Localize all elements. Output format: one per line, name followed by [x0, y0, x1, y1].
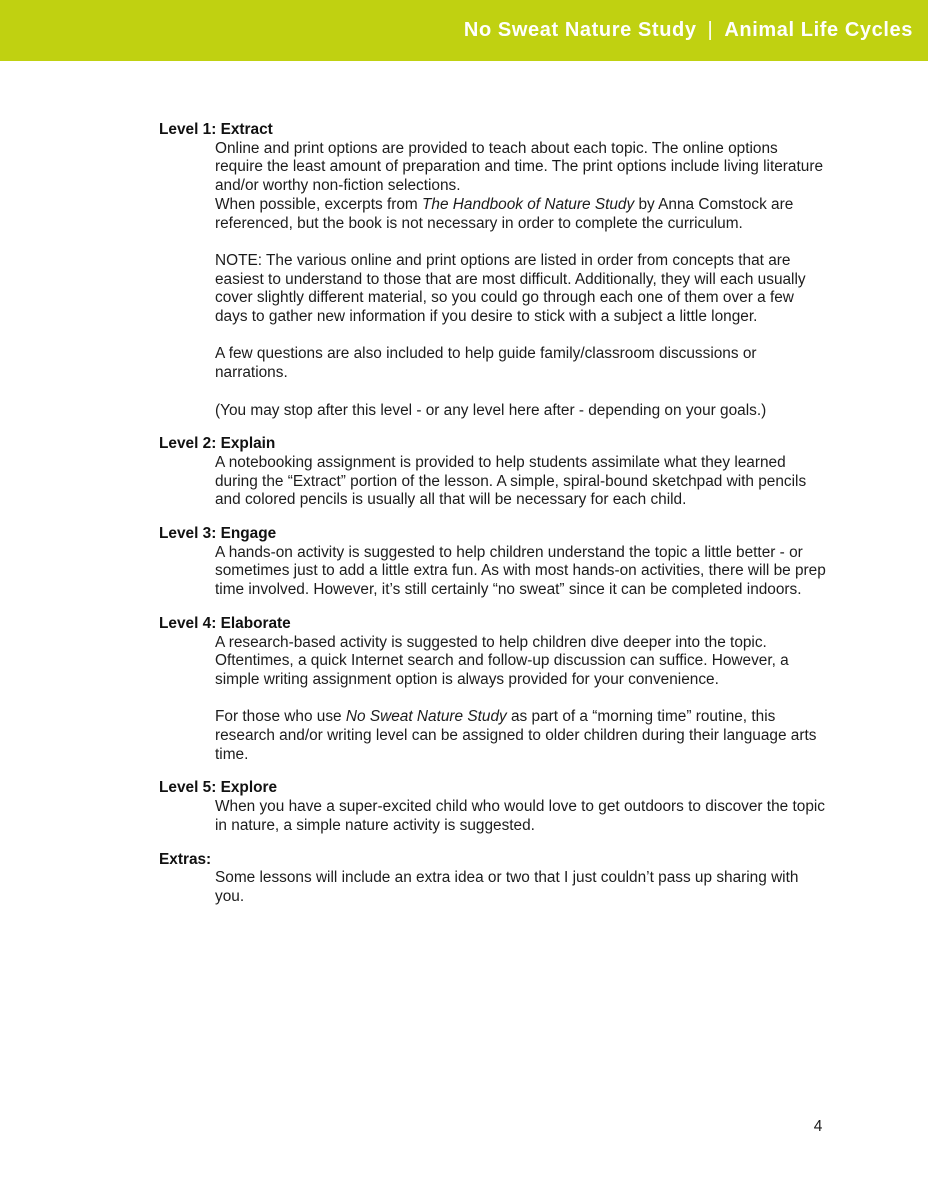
- section-level-5-explore: [159, 779, 827, 835]
- section-level-1-extract: [159, 121, 827, 420]
- text-run: as part of a “morning time” routine, this research and/or writing level can be assigned to older children during their language arts time.: [215, 708, 817, 763]
- paragraph: [215, 869, 827, 906]
- book-title-italic: The Handbook of Nature Study: [422, 195, 635, 213]
- text-run: by Anna Comstock are referenced, but the book is not necessary in order to complete the curriculum.: [215, 195, 794, 232]
- text-run: When you have a super-excited child who would love to get outdoors to discover the topic in nature, a simple nature activity is suggested.: [215, 798, 825, 834]
- section-level-3-engage: [159, 525, 827, 600]
- section-body: [215, 869, 827, 906]
- section-heading: Level 4: Elaborate: [159, 614, 291, 632]
- text-run: A notebooking assignment is provided to help students assimilate what they learned during the “Extract” portion of the lesson. A simple, spiral-bound sketchpad with pencils and colored pencils is usually all that will be necessary for each child.: [215, 453, 807, 509]
- text-run: A hands-on activity is suggested to help children understand the topic a little better - or sometimes just to add a little extra fun. As with most hands-on activities, there will be prep time involved. However, it’s still certainly “no sweat” since it can be completed indoors.: [215, 543, 826, 599]
- section-body: [215, 544, 827, 600]
- section-body: [215, 454, 827, 510]
- paragraph: [215, 196, 827, 233]
- paragraph: [215, 454, 827, 510]
- section-body: [215, 798, 827, 835]
- text-run: A few questions are also included to help guide family/classroom discussions or narrations.: [215, 345, 757, 382]
- page-content: [159, 121, 827, 907]
- section-body: [215, 634, 827, 765]
- paragraph: [215, 708, 827, 764]
- section-level-2-explain: [159, 435, 827, 510]
- text-run: A research-based activity is suggested to help children dive deeper into the topic. Oftentimes, a quick Internet search and follow-up discussion can suffice. However, a simple writing assignment option is always provided for your convenience.: [215, 633, 789, 688]
- section-heading: Level 1: Extract: [159, 121, 273, 138]
- text-run: For those who use: [215, 708, 346, 726]
- section-heading: Level 2: Explain: [159, 435, 276, 453]
- book-title-italic: No Sweat Nature Study: [345, 708, 507, 726]
- header-title-left: No Sweat Nature Study: [463, 19, 697, 41]
- header-title: [464, 19, 913, 42]
- text-run: Online and print options are provided to teach about each topic. The online options require the least amount of preparation and time. The print options include living literature and/or worthy non-fiction selections.: [215, 139, 823, 195]
- section-heading: Level 5: Explore: [159, 779, 278, 797]
- section-body: [215, 140, 827, 421]
- paragraph: [215, 140, 827, 196]
- section-heading: Extras:: [159, 850, 212, 868]
- header-bar: [0, 0, 928, 61]
- paragraph: [215, 345, 827, 382]
- section-level-4-elaborate: [159, 615, 827, 765]
- header-title-right: Animal Life Cycles: [724, 19, 913, 41]
- paragraph: [215, 798, 827, 835]
- paragraph: [215, 252, 827, 327]
- paragraph: [215, 402, 827, 421]
- text-run: Some lessons will include an extra idea or two that I just couldn’t pass up sharing with you.: [215, 869, 799, 905]
- text-run: When possible, excerpts from: [215, 195, 422, 213]
- section-heading: Level 3: Engage: [159, 525, 277, 543]
- paragraph: [215, 544, 827, 600]
- page-number: 4: [813, 1118, 823, 1135]
- paragraph: [215, 634, 827, 690]
- header-title-divider: |: [707, 19, 714, 41]
- section-extras: [159, 851, 827, 907]
- text-run: (You may stop after this level - or any level here after - depending on your goals.): [215, 401, 767, 419]
- text-run: NOTE: The various online and print options are listed in order from concepts that are easiest to understand to those that are most difficult. Additionally, they will each usually cover slightly different material, so you could go through each one of them over a few days to gather new information if you desire to stick with a subject a little longer.: [215, 251, 806, 326]
